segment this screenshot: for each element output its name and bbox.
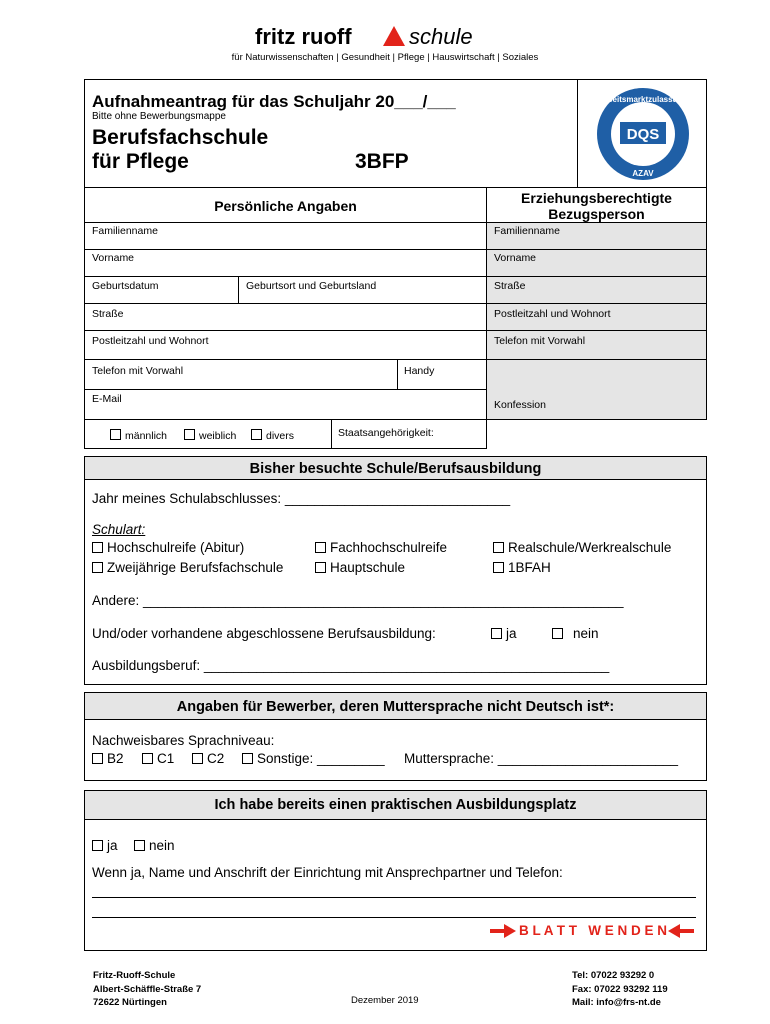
geburtsdatum-field[interactable]: [84, 276, 239, 304]
checkbox-icon[interactable]: [92, 562, 103, 573]
plz-field[interactable]: [84, 330, 487, 360]
gender-diverse-label: divers: [266, 430, 295, 442]
telefon-field[interactable]: [84, 359, 398, 390]
checkbox-icon[interactable]: [491, 628, 502, 639]
answer-line-1[interactable]: [92, 897, 696, 898]
guardian-telefon-field[interactable]: [486, 330, 707, 360]
footer-fax: Fax: 07022 93292 119: [572, 983, 668, 995]
level-c1-label: C1: [157, 751, 175, 766]
checkbox-icon[interactable]: [251, 429, 262, 440]
andere-line: Andere: ________________________________________________________________: [92, 593, 624, 608]
jahr-line: Jahr meines Schulabschlusses: ______________________________: [92, 491, 511, 506]
option-realschule-label: Realschule/Werkrealschule: [508, 540, 672, 555]
email-label: E-Mail: [92, 393, 122, 405]
vorname-field[interactable]: [84, 249, 487, 277]
niveau-label: Nachweisbares Sprachniveau:: [92, 733, 275, 748]
placement-heading-cell: [84, 790, 707, 820]
checkbox-icon[interactable]: [493, 542, 504, 553]
personal-heading: Persönliche Angaben: [214, 198, 357, 214]
checkbox-icon[interactable]: [134, 840, 145, 851]
seal-text-top: Arbeitsmarktzulassung: [598, 95, 688, 104]
muttersprache-line: Muttersprache: ________________________: [404, 751, 678, 766]
form-subtitle: Bitte ohne Bewerbungsmappe: [92, 111, 226, 122]
dqs-seal-icon: [586, 84, 700, 184]
email-field[interactable]: [84, 389, 487, 420]
school-heading: Bisher besuchte Schule/Berufsausbildung: [249, 461, 542, 477]
ausbildung-nein[interactable]: [552, 626, 599, 641]
geburtsort-field[interactable]: [238, 276, 487, 304]
placement-nein[interactable]: [134, 838, 175, 853]
placement-ja[interactable]: [92, 838, 118, 853]
school-name-2: für Pflege: [92, 150, 189, 173]
language-heading-cell: [84, 692, 707, 720]
footer-school-name: Fritz-Ruoff-Schule: [93, 970, 176, 981]
checkbox-icon[interactable]: [315, 542, 326, 553]
familienname-field[interactable]: [84, 222, 487, 250]
school-name-1: Berufsfachschule: [92, 126, 269, 149]
gender-female-label: weiblich: [199, 430, 237, 442]
guardian-strasse-label: Straße: [494, 280, 526, 292]
level-b2-label: B2: [107, 751, 124, 766]
placement-nein-label: nein: [149, 838, 175, 853]
personal-heading-cell: [84, 187, 487, 223]
strasse-field[interactable]: [84, 303, 487, 331]
guardian-familienname-field[interactable]: [486, 222, 707, 250]
language-heading: Angaben für Bewerber, deren Muttersprache nicht Deutsch ist*:: [176, 699, 615, 715]
checkbox-icon[interactable]: [142, 753, 153, 764]
arrow-left-icon: [668, 924, 694, 938]
footer-mail[interactable]: Mail: info@frs-nt.de: [572, 997, 661, 1008]
staat-field[interactable]: [331, 419, 487, 449]
footer-date: Dezember 2019: [351, 995, 419, 1006]
gender-cell: [84, 419, 332, 449]
arrow-right-icon: [490, 924, 516, 938]
option-realschule[interactable]: [493, 540, 671, 555]
placement-ja-label: ja: [107, 838, 118, 853]
handy-field[interactable]: [397, 359, 487, 390]
checkbox-icon[interactable]: [315, 562, 326, 573]
telefon-label: Telefon mit Vorwahl: [92, 365, 184, 377]
footer-street: Albert-Schäffle-Straße 7: [93, 983, 202, 995]
guardian-familienname-label: Familienname: [494, 225, 560, 237]
footer-contact: [572, 969, 668, 1010]
form-title: Aufnahmeantrag für das Schuljahr 20___/___: [92, 92, 456, 111]
gender-female[interactable]: [184, 429, 236, 442]
geburtsort-label: Geburtsort und Geburtsland: [246, 280, 377, 292]
checkbox-icon[interactable]: [92, 840, 103, 851]
familienname-label: Familienname: [92, 225, 158, 237]
blatt-wenden-label: B L A T T W E N D E N: [519, 923, 667, 938]
konfession-label: Konfession: [494, 399, 546, 411]
logo: [255, 24, 495, 52]
wenn-ja-label: Wenn ja, Name und Anschrift der Einrichtung mit Ansprechpartner und Telefon:: [92, 865, 563, 880]
level-c2[interactable]: [192, 751, 224, 766]
option-hauptschule-label: Hauptschule: [330, 560, 406, 575]
checkbox-icon[interactable]: [192, 753, 203, 764]
level-c2-label: C2: [207, 751, 225, 766]
checkbox-icon[interactable]: [92, 542, 103, 553]
checkbox-icon[interactable]: [552, 628, 563, 639]
staat-label: Staatsangehörigkeit:: [338, 427, 434, 439]
guardian-strasse-field[interactable]: [486, 276, 707, 304]
gender-diverse[interactable]: [251, 429, 294, 442]
plz-label: Postleitzahl und Wohnort: [92, 335, 209, 347]
logo-schule: schule: [409, 24, 473, 49]
ausbildung-ja[interactable]: [491, 626, 517, 641]
level-b2[interactable]: [92, 751, 124, 766]
handy-label: Handy: [404, 365, 435, 377]
option-berufsfachschule[interactable]: [92, 560, 283, 575]
guardian-plz-field[interactable]: [486, 303, 707, 331]
checkbox-icon[interactable]: [184, 429, 195, 440]
guardian-vorname-field[interactable]: [486, 249, 707, 277]
tagline: für Naturwissenschaften | Gesundheit | Pflege | Hauswirtschaft | Soziales: [231, 52, 539, 63]
vorname-label: Vorname: [92, 252, 135, 264]
footer-city: 72622 Nürtingen: [93, 997, 167, 1008]
option-hauptschule[interactable]: [315, 560, 405, 575]
level-c1[interactable]: [142, 751, 174, 766]
answer-line-2[interactable]: [92, 917, 696, 918]
option-fachhochschulreife[interactable]: [315, 540, 447, 555]
guardian-vorname-label: Vorname: [494, 252, 537, 264]
geburtsdatum-label: Geburtsdatum: [92, 280, 159, 292]
guardian-heading: Erziehungsberechtigte Bezugsperson: [521, 190, 672, 222]
beruf-line: Ausbildungsberuf: ______________________________________________________: [92, 658, 610, 673]
option-abitur[interactable]: [92, 540, 244, 555]
option-1bfah[interactable]: [493, 560, 551, 575]
guardian-plz-label: Postleitzahl und Wohnort: [494, 308, 611, 320]
checkbox-icon[interactable]: [110, 429, 121, 440]
footer-tel: Tel: 07022 93292 0: [572, 970, 655, 981]
seal-text-bottom: AZAV: [632, 169, 654, 178]
school-heading-cell: [84, 456, 707, 480]
gender-male-label: männlich: [125, 430, 168, 442]
ausbildung-nein-label: nein: [573, 626, 599, 641]
guardian-heading-cell: [486, 187, 707, 223]
checkbox-icon[interactable]: [92, 753, 103, 764]
seal-letters: DQS: [626, 126, 660, 143]
option-1bfah-label: 1BFAH: [508, 560, 551, 575]
schulart-label: Schulart:: [92, 522, 146, 537]
triangle-logo-icon: [383, 26, 405, 46]
strasse-label: Straße: [92, 308, 124, 320]
level-sonstige[interactable]: [242, 751, 385, 766]
gender-male[interactable]: [110, 429, 167, 442]
guardian-konfession-field[interactable]: [486, 359, 707, 420]
level-sonstige-label: Sonstige: _________: [257, 751, 385, 766]
option-berufsfachschule-label: Zweijährige Berufsfachschule: [107, 560, 284, 575]
ausbildung-question: Und/oder vorhandene abgeschlossene Berufsausbildung:: [92, 626, 436, 641]
footer-address: [93, 969, 201, 1010]
logo-brand: fritz ruoff: [255, 24, 352, 49]
ausbildung-ja-label: ja: [506, 626, 517, 641]
option-fachhochschulreife-label: Fachhochschulreife: [330, 540, 448, 555]
option-abitur-label: Hochschulreife (Abitur): [107, 540, 245, 555]
guardian-telefon-label: Telefon mit Vorwahl: [494, 335, 586, 347]
placement-heading: Ich habe bereits einen praktischen Ausbildungsplatz: [214, 797, 577, 813]
checkbox-icon[interactable]: [242, 753, 253, 764]
checkbox-icon[interactable]: [493, 562, 504, 573]
class-code: 3BFP: [355, 150, 409, 173]
